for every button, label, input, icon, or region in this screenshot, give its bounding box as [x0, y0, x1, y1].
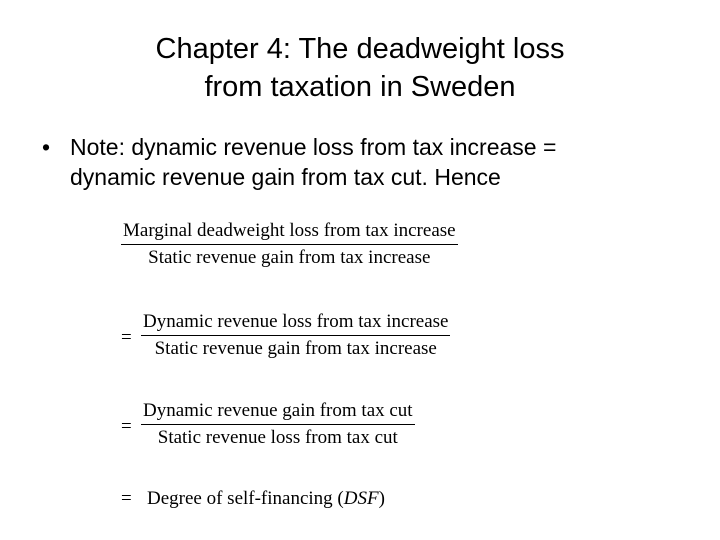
equals-sign: =	[121, 416, 132, 437]
bullet-text	[70, 132, 700, 192]
slide-title	[0, 30, 720, 106]
fraction-bar	[121, 244, 458, 245]
dsf-symbol: DSF	[343, 488, 379, 509]
equation-3-numerator: Dynamic revenue gain from tax cut	[143, 400, 413, 421]
equation-3-fraction	[141, 400, 415, 449]
slide-title-line-1: Chapter 4: The deadweight loss	[155, 33, 565, 65]
bullet-icon: •	[42, 134, 51, 160]
bullet-text-line-2: dynamic revenue gain from tax cut. Hence	[70, 164, 501, 190]
equation-3-denominator: Static revenue loss from tax cut	[157, 427, 398, 449]
equation-2-denominator: Static revenue gain from tax increase	[154, 338, 437, 360]
equation-1-numerator: Marginal deadweight loss from tax increase	[123, 220, 456, 241]
equation-1-fraction	[121, 220, 458, 269]
equation-2-numerator: Dynamic revenue loss from tax increase	[143, 311, 449, 332]
equation-4-label: Degree of self-financing (	[147, 488, 344, 509]
equals-sign: =	[121, 488, 132, 509]
equation-4-close: )	[378, 488, 385, 509]
equation-1-denominator: Static revenue gain from tax increase	[148, 247, 431, 269]
equals-sign: =	[121, 327, 132, 348]
equation-2-fraction	[141, 311, 450, 360]
slide-title-line-2: from taxation in Sweden	[204, 71, 516, 103]
equation-4-text	[147, 488, 385, 510]
fraction-bar	[141, 424, 415, 425]
bullet-text-line-1: Note: dynamic revenue loss from tax increase =	[70, 134, 557, 160]
fraction-bar	[141, 335, 450, 336]
